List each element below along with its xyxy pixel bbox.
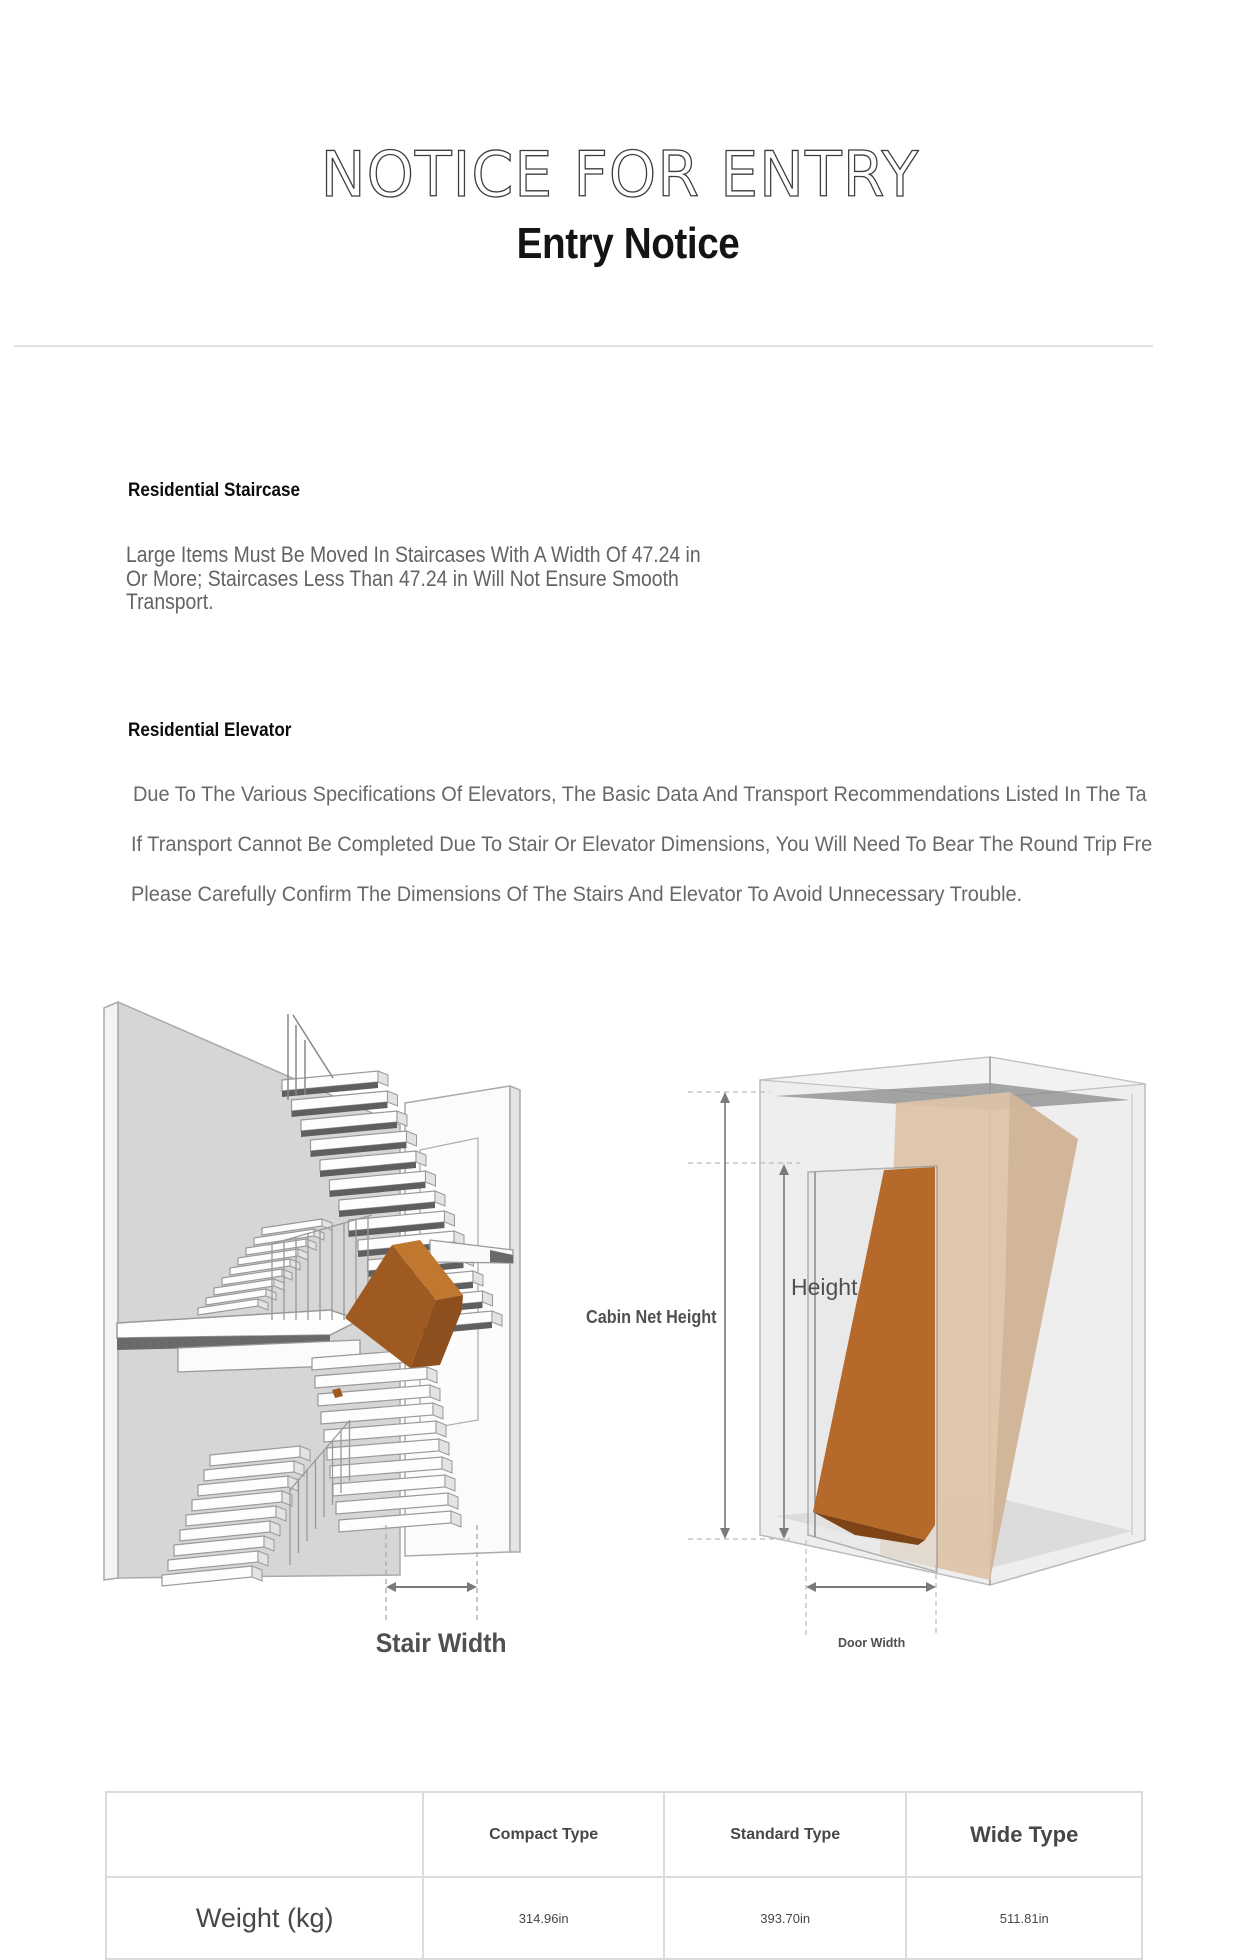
door-width-label: Door Width: [838, 1636, 906, 1650]
document-subtitle: Entry Notice: [516, 219, 740, 268]
staircase-description: Large Items Must Be Moved In Staircases With A Width Of 47.24 in Or More; Staircases Less Than 47.24 in Will Not Ensure Smooth Transport.: [126, 542, 701, 614]
table-row: [106, 1877, 1142, 1959]
elevator-note-2: If Transport Cannot Be Completed Due To Stair Or Elevator Dimensions, You Will Need To Bear The Round Trip Fre: [131, 833, 1153, 856]
spec-table: [105, 1791, 1143, 1960]
row-label-weight: Weight (kg): [106, 1877, 423, 1959]
table-header-blank: [106, 1792, 423, 1877]
table-header-standard: Standard Type: [664, 1792, 907, 1877]
elevator-note-3: Please Carefully Confirm The Dimensions Of The Stairs And Elevator To Avoid Unnecessary Trouble.: [131, 883, 1023, 906]
cell-standard-value: 393.70in: [664, 1877, 907, 1959]
elevator-heading: Residential Elevator: [128, 720, 292, 741]
table-header-compact: Compact Type: [423, 1792, 664, 1877]
stair-width-label: Stair Width: [375, 1628, 507, 1658]
cell-compact-value: 314.96in: [423, 1877, 664, 1959]
document-title: NOTICE FOR ENTRY: [320, 138, 920, 211]
staircase-heading: Residential Staircase: [128, 480, 301, 501]
door-height-label: Height: [791, 1274, 858, 1300]
elevator-note-1: Due To The Various Specifications Of Elevators, The Basic Data And Transport Recommendations Listed In The Ta: [133, 783, 1147, 806]
cell-wide-value: 511.81in: [906, 1877, 1142, 1959]
cabin-net-height-label: Cabin Net Height: [586, 1307, 717, 1327]
table-header-wide: Wide Type: [906, 1792, 1142, 1877]
table-header-row: [106, 1792, 1142, 1877]
